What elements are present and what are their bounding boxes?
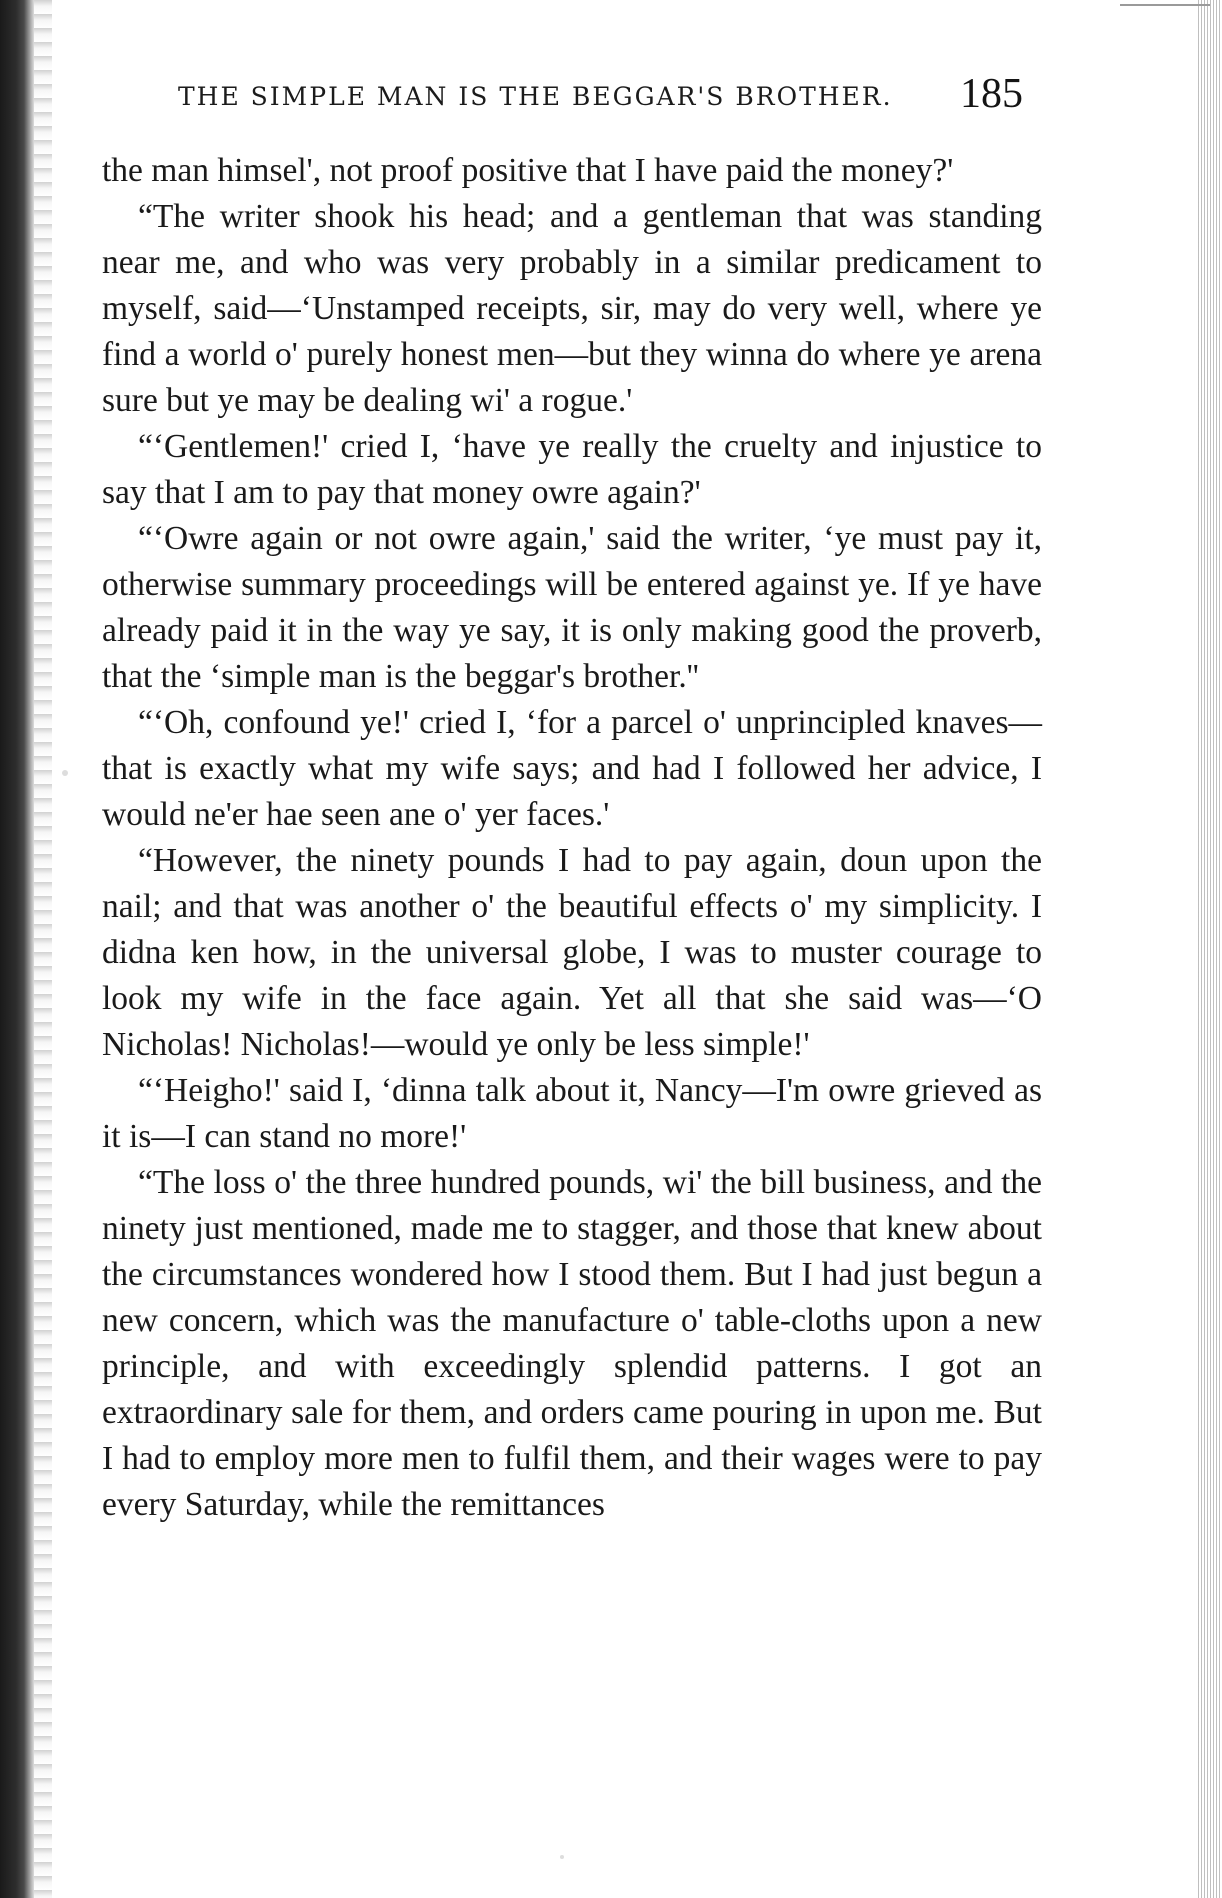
binding-shadow bbox=[34, 0, 52, 1898]
top-edge-mark bbox=[1120, 4, 1210, 6]
body-text bbox=[102, 148, 1042, 1528]
paragraph: “‘Owre again or not owre again,' said the writer, ‘ye must pay it, otherwise summary proceedings will be entered against ye. If ye have already paid it in the way ye say, it is only making good the proverb, that the ‘simple man is the beggar's brother.'' bbox=[102, 520, 1042, 695]
paragraph: “‘Oh, confound ye!' cried I, ‘for a parcel o' unprincipled knaves—that is exactly what my wife says; and had I followed her advice, I would ne'er hae seen ane o' yer faces.' bbox=[102, 704, 1042, 833]
paragraph: “The loss o' the three hundred pounds, wi' the bill business, and the ninety just mentioned, made me to stagger, and those that knew about the circumstances wondered how I stood them. But I had just begun a new concern, which was the manufacture o' table-cloths upon a new principle, and with exceedingly splendid patterns. I got an extraordinary sale for them, and orders came pouring in upon me. But I had to employ more men to fulfil them, and their wages were to pay every Saturday, while the remittances bbox=[102, 1164, 1042, 1523]
paragraph: “However, the ninety pounds I had to pay again, doun upon the nail; and that was another o' the beautiful effects o' my simplicity. I didna ken how, in the universal globe, I was to muster courage to look my wife in the face again. Yet all that she said was—‘O Nicholas! Nicholas!—would ye only be less simple!' bbox=[102, 842, 1042, 1063]
page-number: 185 bbox=[960, 71, 1023, 117]
paragraph: “The writer shook his head; and a gentleman that was standing near me, and who was very probably in a similar predicament to myself, said—‘Unstamped receipts, sir, may do very well, where ye find a world o' purely honest men—but they winna do where ye arena sure but ye may be dealing wi' a rogue.' bbox=[102, 198, 1042, 419]
running-title: THE SIMPLE MAN IS THE BEGGAR'S BROTHER. bbox=[178, 82, 893, 111]
print-speck bbox=[560, 1855, 564, 1859]
page-edge-lines bbox=[1196, 0, 1222, 1898]
paragraph: “‘Heigho!' said I, ‘dinna talk about it, Nancy—I'm owre grieved as it is—I can stand no more!' bbox=[102, 1072, 1042, 1155]
running-head bbox=[170, 70, 1023, 130]
book-binding-edge bbox=[0, 0, 34, 1898]
print-speck bbox=[62, 770, 68, 776]
paragraph: “‘Gentlemen!' cried I, ‘have ye really the cruelty and injustice to say that I am to pay that money owre again?' bbox=[102, 428, 1042, 511]
paragraph: the man himsel', not proof positive that I have paid the money?' bbox=[102, 152, 954, 189]
